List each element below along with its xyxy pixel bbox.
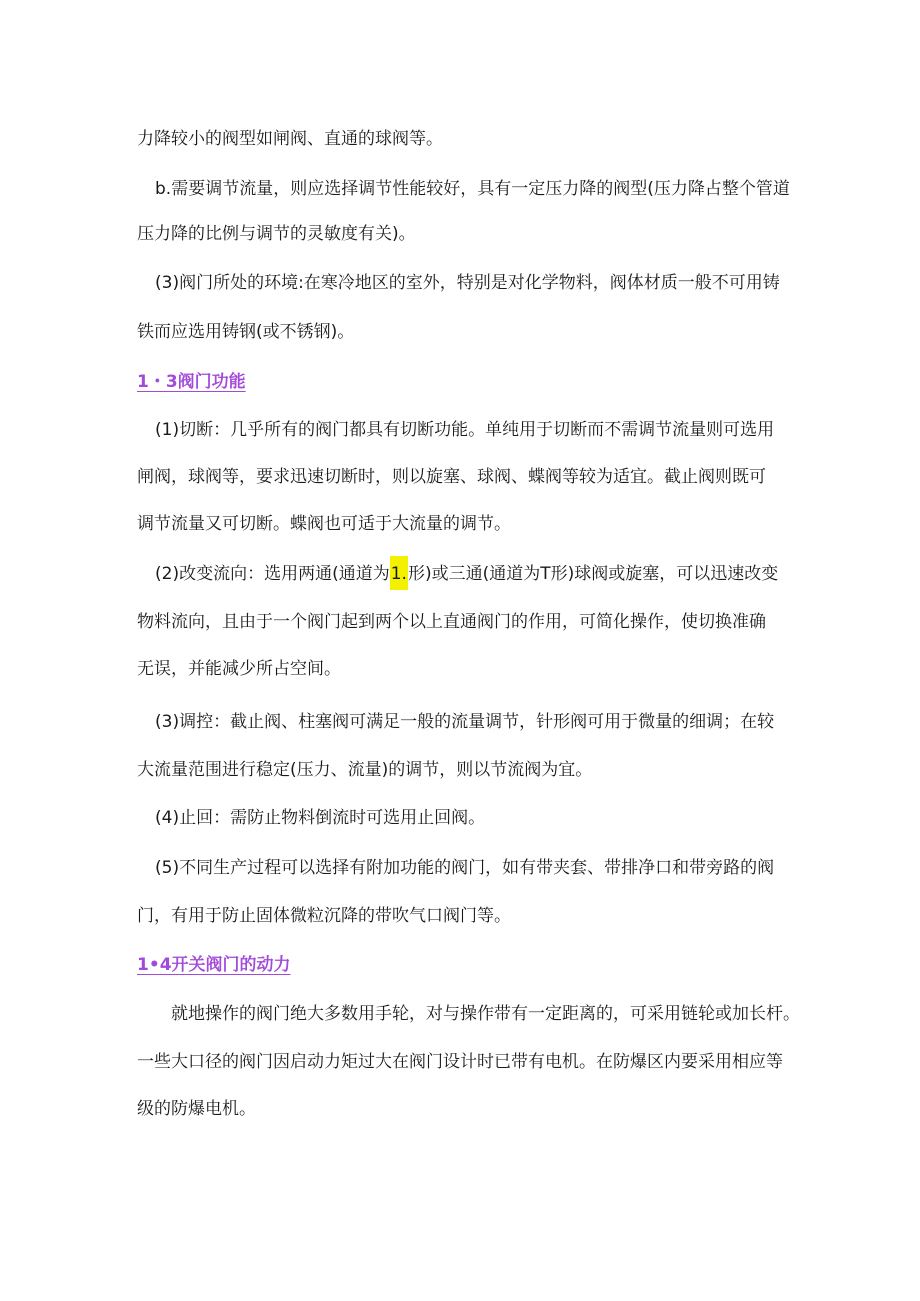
paragraph-line: (5)不同生产过程可以选择有附加功能的阀门，如有带夹套、带排净口和带旁路的阀 xyxy=(155,858,775,878)
paragraph-line: b.需要调节流量，则应选择调节性能较好，具有一定压力降的阀型(压力降占整个管道 xyxy=(155,179,790,199)
paragraph-line: (3)调控：截止阀、柱塞阀可满足一般的流量调节，针形阀可用于微量的细调；在较 xyxy=(155,712,775,732)
paragraph-line: 压力降的比例与调节的灵敏度有关)。 xyxy=(137,224,416,244)
paragraph-line: 一些大口径的阀门因启动力矩过大在阀门设计时已带有电机。在防爆区内要采用相应等 xyxy=(137,1052,783,1072)
section-heading-1-3: 1・3阀门功能 xyxy=(137,372,246,392)
paragraph-line: 调节流量又可切断。蝶阀也可适于大流量的调节。 xyxy=(137,514,511,534)
section-heading-1-4: 1•4开关阀门的动力 xyxy=(137,955,291,975)
paragraph-line: 就地操作的阀门绝大多数用手轮，对与操作带有一定距离的，可采用链轮或加长杆。 xyxy=(171,1004,800,1024)
paragraph-line: 级的防爆电机。 xyxy=(137,1099,256,1119)
paragraph-line: 大流量范围进行稳定(压力、流量)的调节，则以节流阀为宜。 xyxy=(137,760,593,780)
text-run: 形)或三通(通道为T形)球阀或旋塞，可以迅速改变 xyxy=(407,564,779,584)
paragraph-line: (1)切断：几乎所有的阀门都具有切断功能。单纯用于切断而不需调节流量则可选用 xyxy=(155,420,775,440)
paragraph-line: 力降较小的阀型如闸阀、直通的球阀等。 xyxy=(137,129,443,149)
paragraph-line: 铁而应选用铸钢(或不锈钢)。 xyxy=(137,322,355,342)
highlighted-text: 1. xyxy=(390,556,408,590)
paragraph-line xyxy=(155,562,778,586)
paragraph-line: 物料流向，且由于一个阀门起到两个以上直通阀门的作用，可简化操作，使切换准确 xyxy=(137,612,766,632)
paragraph-line: (3)阀门所处的环境:在寒冷地区的室外，特别是对化学物料，阀体材质一般不可用铸 xyxy=(155,273,780,293)
text-run: (2)改变流向：选用两通(通道为 xyxy=(155,564,390,584)
paragraph-line: (4)止回：需防止物料倒流时可选用止回阀。 xyxy=(155,808,486,828)
paragraph-line: 门，有用于防止固体微粒沉降的带吹气口阀门等。 xyxy=(137,906,511,926)
paragraph-line: 闸阀，球阀等，要求迅速切断时，则以旋塞、球阀、蝶阀等较为适宜。截止阀则既可 xyxy=(137,467,766,487)
paragraph-line: 无误，并能减少所占空间。 xyxy=(137,659,341,679)
